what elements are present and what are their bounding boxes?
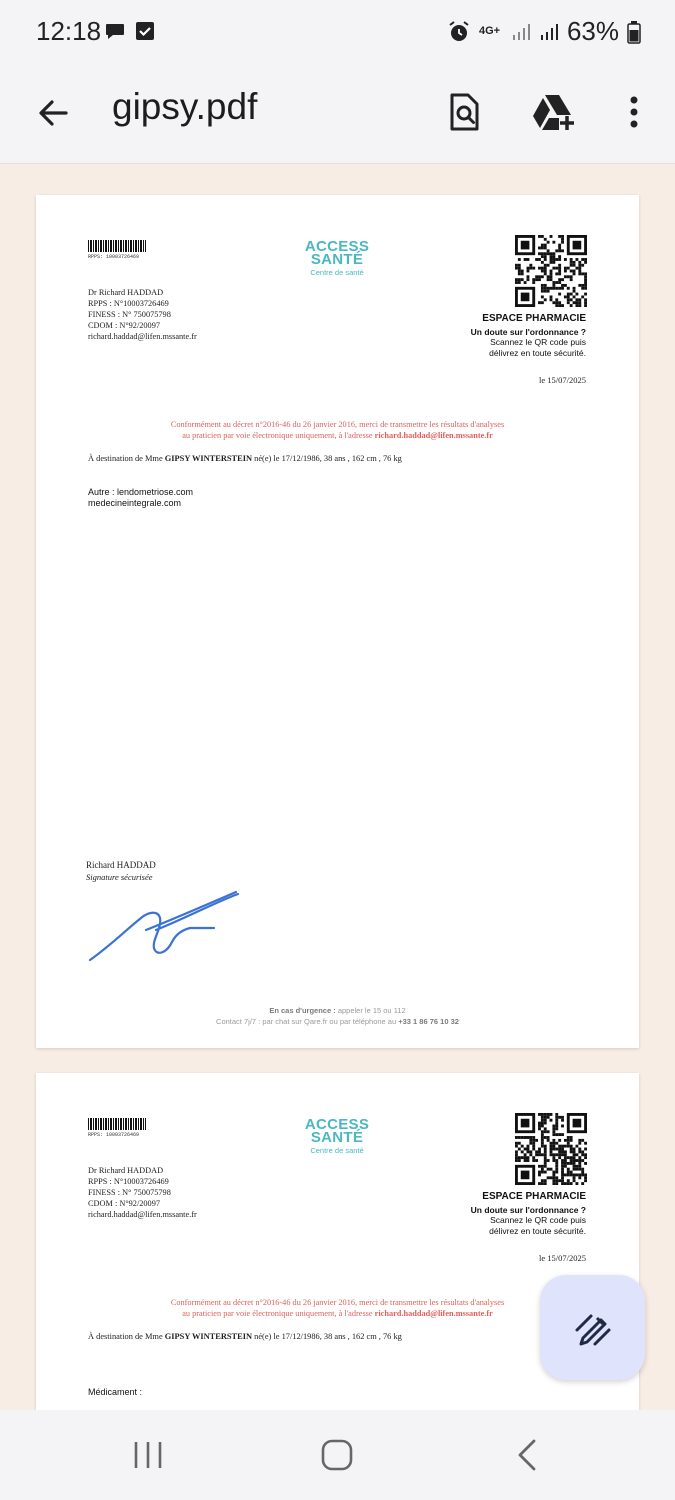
legal-notice: Conformément au décret n°2016-46 du 26 janvier 2016, merci de transmettre les résultats d'analyses au praticien par voie électronique uniquement, à l'adresse richard.haddad@lifen.mssante.fr: [170, 420, 505, 440]
edit-fab-button[interactable]: [540, 1275, 645, 1380]
barcode: [88, 240, 146, 252]
doctor-info: Dr Richard HADDAD RPPS : N°10003726469 FINESS : N° 750075798 CDOM : N°92/20097 richard.haddad@lifen.mssante.fr: [88, 288, 197, 341]
pdf-page-1: [36, 195, 639, 1048]
signal-icon-2: [539, 22, 559, 42]
home-icon: [320, 1438, 354, 1472]
barcode-text: RPPS: 10003726469: [88, 1132, 140, 1138]
signature-note: Signature sécurisée: [86, 872, 153, 882]
system-nav-bar: [0, 1410, 675, 1500]
barcode: [88, 1118, 146, 1130]
status-right: [447, 16, 641, 47]
status-bar: [0, 0, 675, 64]
more-vert-icon: [627, 95, 641, 129]
alarm-icon: [447, 20, 471, 44]
qr-code: [515, 235, 587, 307]
chat-bubble-icon: [104, 20, 126, 42]
patient-destination: À destination de Mme GIPSY WINTERSTEIN né(e) le 17/12/1986, 38 ans , 162 cm , 76 kg: [88, 1332, 402, 1341]
prescription-date: le 15/07/2025: [539, 1253, 586, 1263]
save-to-drive-button[interactable]: [526, 84, 582, 140]
checkbox-icon: [134, 20, 156, 42]
back-button[interactable]: [30, 90, 76, 136]
recent-apps-button[interactable]: [118, 1432, 178, 1478]
drive-add-icon: [531, 92, 577, 132]
nav-back-button[interactable]: [497, 1432, 557, 1478]
qr-code: [515, 1113, 587, 1185]
arrow-back-icon: [36, 96, 70, 130]
handwritten-signature: [86, 890, 246, 970]
page-footer: En cas d'urgence : appeler le 15 ou 112 Contact 7j/7 : par chat sur Qare.fr ou par téléphone au +33 1 86 76 10 32: [216, 1006, 459, 1026]
patient-destination: À destination de Mme GIPSY WINTERSTEIN né(e) le 17/12/1986, 38 ans , 162 cm , 76 kg: [88, 454, 402, 463]
battery-icon: [627, 20, 641, 44]
file-title: gipsy.pdf: [112, 86, 258, 127]
signature-name: Richard HADDAD: [86, 860, 156, 870]
pharmacy-box: ESPACE PHARMACIE Un doute sur l'ordonnance ? Scannez le QR code puis délivrez en toute sécurité.: [470, 1191, 586, 1236]
status-time: 12:18: [36, 16, 102, 46]
battery-percent: 63%: [566, 16, 619, 46]
legal-notice: Conformément au décret n°2016-46 du 26 janvier 2016, merci de transmettre les résultats d'analyses au praticien par voie électronique uniquement, à l'adresse richard.haddad@lifen.mssante.fr: [170, 1298, 505, 1318]
prescription-body: Médicament :: [88, 1387, 143, 1397]
barcode-text: RPPS: 10003726469: [88, 254, 140, 260]
doctor-info: Dr Richard HADDAD RPPS : N°10003726469 FINESS : N° 750075798 CDOM : N°92/20097 richard.haddad@lifen.mssante.fr: [88, 1166, 197, 1219]
notification-icons: [104, 20, 156, 42]
access-sante-logo: ACCESS SANTÉ Centre de santé: [304, 1116, 370, 1155]
search-document-icon: [447, 92, 483, 132]
pharmacy-box: ESPACE PHARMACIE Un doute sur l'ordonnance ? Scannez le QR code puis délivrez en toute sécurité.: [470, 313, 586, 358]
search-document-button[interactable]: [437, 84, 493, 140]
prescription-body: Autre : lendometriose.com medecineintegrale.com: [88, 487, 194, 508]
network-type: 4G+: [478, 25, 501, 37]
signal-icon: [511, 22, 531, 42]
chevron-left-icon: [514, 1438, 540, 1472]
home-button[interactable]: [307, 1432, 367, 1478]
access-sante-logo: ACCESS SANTÉ Centre de santé: [304, 238, 370, 277]
edit-pen-icon: [573, 1308, 613, 1348]
recent-apps-icon: [132, 1439, 164, 1471]
prescription-date: le 15/07/2025: [539, 375, 586, 385]
app-bar: [0, 64, 675, 164]
more-options-button[interactable]: [606, 84, 662, 140]
